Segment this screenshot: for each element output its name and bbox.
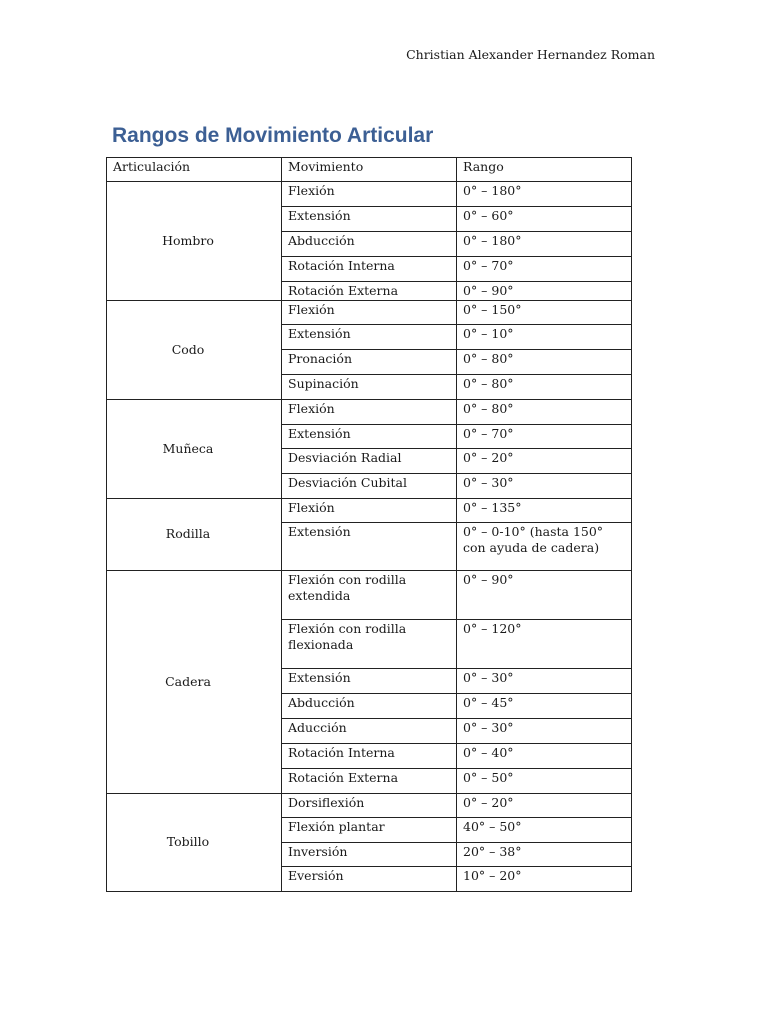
table-body (107, 182, 632, 892)
movement-cell: Desviación Cubital (282, 473, 457, 498)
range-cell: 0° – 150° (457, 300, 632, 324)
document-title: Rangos de Movimiento Articular (112, 124, 434, 147)
table-header-row (107, 158, 632, 182)
movement-cell: Inversión (282, 842, 457, 866)
range-cell: 0° – 30° (457, 473, 632, 498)
table-row (107, 300, 632, 324)
range-cell: 0° – 20° (457, 448, 632, 473)
range-cell: 0° – 20° (457, 793, 632, 817)
range-cell: 0° – 135° (457, 498, 632, 522)
movement-cell: Supinación (282, 374, 457, 399)
range-cell: 40° – 50° (457, 817, 632, 842)
movement-cell: Rotación Interna (282, 743, 457, 768)
range-cell: 0° – 180° (457, 232, 632, 257)
range-cell: 0° – 90° (457, 570, 632, 619)
header-movimiento: Movimiento (282, 158, 457, 182)
table-row (107, 182, 632, 207)
header-articulacion: Articulación (107, 158, 282, 182)
range-cell: 0° – 40° (457, 743, 632, 768)
movement-cell: Flexión con rodilla flexionada (282, 619, 457, 668)
movement-cell: Rotación Externa (282, 768, 457, 793)
joint-cell: Cadera (107, 570, 282, 793)
movement-cell: Flexión (282, 498, 457, 522)
joint-cell: Muñeca (107, 399, 282, 498)
movement-cell: Aducción (282, 718, 457, 743)
movement-cell: Flexión con rodilla extendida (282, 570, 457, 619)
movement-cell: Abducción (282, 693, 457, 718)
range-cell: 0° – 10° (457, 324, 632, 349)
range-cell: 0° – 120° (457, 619, 632, 668)
joint-cell: Codo (107, 300, 282, 399)
table-row (107, 793, 632, 817)
range-cell: 0° – 180° (457, 182, 632, 207)
movement-cell: Extensión (282, 324, 457, 349)
table-row (107, 498, 632, 522)
table-row (107, 570, 632, 619)
range-cell: 0° – 0-10° (hasta 150° con ayuda de cadera) (457, 522, 632, 570)
movement-cell: Abducción (282, 232, 457, 257)
movement-cell: Rotación Interna (282, 257, 457, 282)
joint-cell: Rodilla (107, 498, 282, 570)
movement-cell: Dorsiflexión (282, 793, 457, 817)
table-row (107, 399, 632, 424)
movement-cell: Extensión (282, 522, 457, 570)
range-cell: 0° – 70° (457, 257, 632, 282)
range-cell: 0° – 45° (457, 693, 632, 718)
range-cell: 0° – 80° (457, 374, 632, 399)
range-cell: 0° – 30° (457, 668, 632, 693)
joint-cell: Tobillo (107, 793, 282, 891)
range-cell: 0° – 70° (457, 424, 632, 448)
range-cell: 0° – 80° (457, 349, 632, 374)
movement-cell: Extensión (282, 668, 457, 693)
movement-cell: Extensión (282, 207, 457, 232)
movement-cell: Desviación Radial (282, 448, 457, 473)
range-cell: 0° – 60° (457, 207, 632, 232)
joint-cell: Hombro (107, 182, 282, 301)
movement-cell: Flexión (282, 399, 457, 424)
range-of-motion-table (106, 157, 632, 892)
range-cell: 0° – 50° (457, 768, 632, 793)
author-name: Christian Alexander Hernandez Roman (406, 47, 655, 62)
header-rango: Rango (457, 158, 632, 182)
movement-cell: Rotación Externa (282, 282, 457, 301)
movement-cell: Extensión (282, 424, 457, 448)
range-cell: 0° – 90° (457, 282, 632, 301)
movement-cell: Flexión (282, 300, 457, 324)
movement-cell: Flexión (282, 182, 457, 207)
range-cell: 10° – 20° (457, 866, 632, 891)
movement-cell: Flexión plantar (282, 817, 457, 842)
range-cell: 20° – 38° (457, 842, 632, 866)
movement-cell: Pronación (282, 349, 457, 374)
movement-cell: Eversión (282, 866, 457, 891)
range-cell: 0° – 30° (457, 718, 632, 743)
range-cell: 0° – 80° (457, 399, 632, 424)
